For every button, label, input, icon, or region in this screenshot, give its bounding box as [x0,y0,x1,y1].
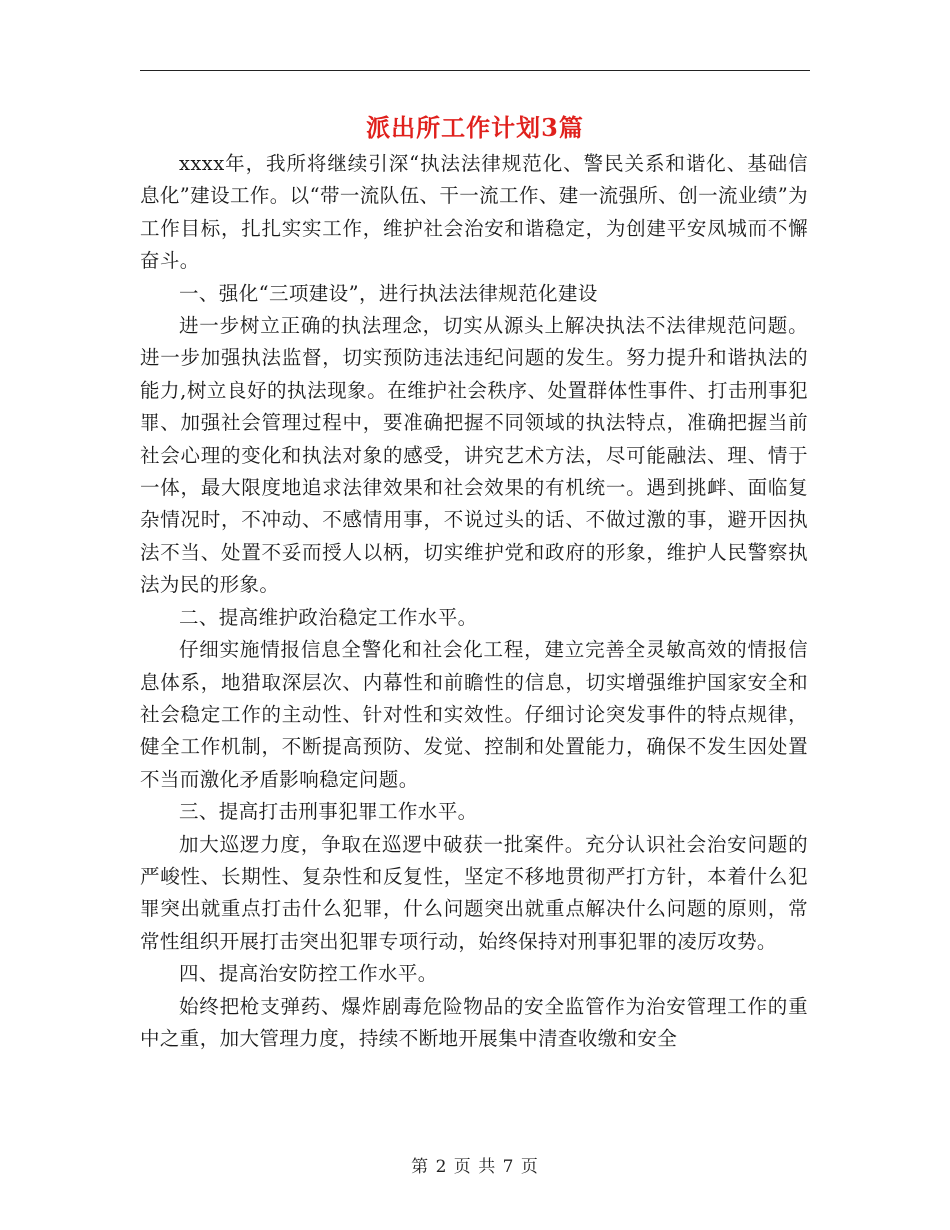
document-title: 派出所工作计划3篇 [366,113,584,142]
document-body [140,148,808,1055]
intro-paragraph: xxxx年，我所将继续引深“执法法律规范化、警民关系和谐化、基础信息化”建设工作。以“带一流队伍、干一流工作、建一流强所、创一流业绩”为工作目标，扎扎实实工作，维护社会治安和谐稳定，为创建平安凤城而不懈奋斗。 [140,152,808,273]
section-paragraph-1: 进一步树立正确的执法理念，切实从源头上解决执法不法律规范问题。进一步加强执法监督，切实预防违法违纪问题的发生。努力提升和谐执法的能力,树立良好的执法现象。在维护社会秩序、处置群体性事件、打击刑事犯罪、加强社会管理过程中，要准确把握不同领域的执法特点，准确把握当前社会心理的变化和执法对象的感受，讲究艺术方法，尽可能融法、理、情于一体，最大限度地追求法律效果和社会效果的有机统一。遇到挑衅、面临复杂情况时，不冲动、不感情用事，不说过头的话、不做过激的事，避开因执法不当、处置不妥而授人以柄，切实维护党和政府的形象，维护人民警察执法为民的形象。 [140,314,808,597]
page-number: 第 2 页 共 7 页 [411,1157,539,1177]
header-rule [140,70,810,71]
section-paragraph-2: 仔细实施情报信息全警化和社会化工程，建立完善全灵敏高效的情报信息体系，地猎取深层次、内幕性和前瞻性的信息，切实增强维护国家安全和社会稳定工作的主动性、针对性和实效性。仔细讨论突发事件的特点规律，健全工作机制，不断提高预防、发觉、控制和处置能力，确保不发生因处置不当而激化矛盾影响稳定问题。 [140,638,808,791]
section-heading-4: 四、提高治安防控工作水平。 [179,962,438,986]
section-paragraph-3: 加大巡逻力度，争取在巡逻中破获一批案件。充分认识社会治安问题的严峻性、长期性、复杂性和反复性，坚定不移地贯彻严打方针，本着什么犯罪突出就重点打击什么犯罪，什么问题突出就重点解决什么问题的原则，常常性组织开展打击突出犯罪专项行动，始终保持对刑事犯罪的凌厉攻势。 [140,832,808,953]
section-paragraph-4: 始终把枪支弹药、爆炸剧毒危险物品的安全监管作为治安管理工作的重中之重，加大管理力度，持续不断地开展集中清查收缴和安全 [140,994,808,1050]
section-heading-2: 二、提高维护政治稳定工作水平。 [179,605,478,629]
section-heading-1: 一、强化“三项建设”，进行执法法律规范化建设 [179,281,598,305]
section-heading-3: 三、提高打击刑事犯罪工作水平。 [179,800,478,824]
